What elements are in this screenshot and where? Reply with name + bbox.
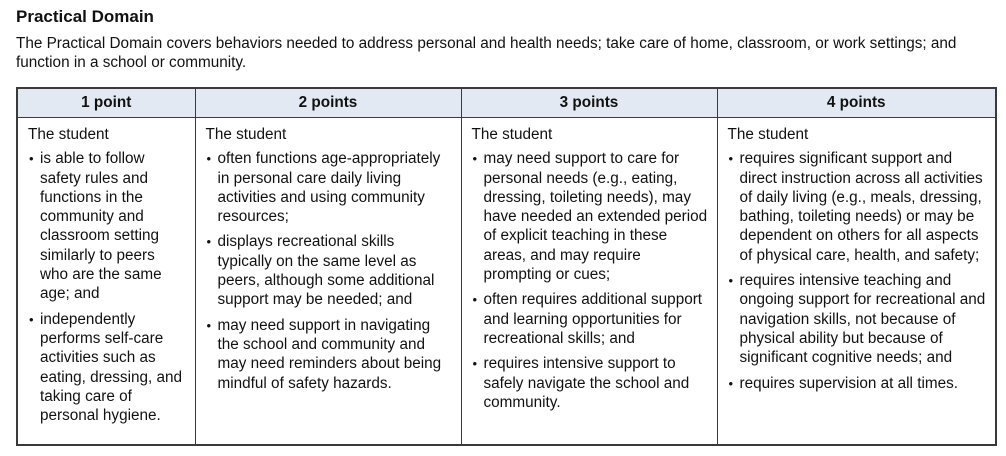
list-item: • displays recreational skills typically on the same level as peers, although some additional support may be needed; and [206,232,453,309]
header-1-point: 1 point [17,88,195,118]
rubric-body-row [17,118,996,446]
section-intro: The Practical Domain covers behaviors needed to address personal and health needs; take care of home, classroom, or work settings; and function in a school or community. [16,35,957,71]
list-item: • may need support in navigating the school and community and may need reminders about being mindful of safety hazards. [206,316,453,393]
list-item: • requires intensive teaching and ongoing support for recreational and navigation skills, not because of physical ability but because of significant cognitive needs; and [728,271,988,367]
cell-lead: The student [471,126,553,143]
cell-4-points [717,118,996,446]
cell-lead: The student [205,126,287,143]
list-item: • requires intensive support to safely navigate the school and community. [472,354,709,412]
cell-1-point [17,118,195,446]
list-item: • requires supervision at all times. [728,374,988,393]
cell-2-points [195,118,461,446]
bullet-list [728,149,988,393]
bullet-list [472,149,709,412]
bullet-list [28,149,187,425]
cell-3-points [461,118,717,446]
list-item: • may need support to care for personal needs (e.g., eating, dressing, toileting needs), may have needed an extended period of explicit teaching in these areas, and may require prompting or cues; [472,149,709,284]
section-title: Practical Domain [16,7,154,26]
rubric-header-row [17,88,996,118]
header-3-points: 3 points [461,88,717,118]
list-item: • often functions age-appropriately in personal care daily living activities and using community resources; [206,149,453,226]
list-item: • independently performs self-care activities such as eating, dressing, and taking care of personal hygiene. [28,310,187,426]
cell-lead: The student [727,126,809,143]
header-2-points: 2 points [195,88,461,118]
list-item: • requires significant support and direct instruction across all activities of daily living (e.g., meals, dressing, bathing, toileting needs) or may be dependent on others for all aspects of physical care, health, and safety; [728,149,988,265]
list-item: • often requires additional support and learning opportunities for recreational skills; and [472,290,709,348]
header-4-points: 4 points [717,88,996,118]
list-item: • is able to follow safety rules and functions in the community and classroom setting similarly to peers who are the same age; and [28,149,187,303]
cell-lead: The student [28,126,109,143]
bullet-list [206,149,453,393]
scoring-rubric-table [16,87,997,446]
